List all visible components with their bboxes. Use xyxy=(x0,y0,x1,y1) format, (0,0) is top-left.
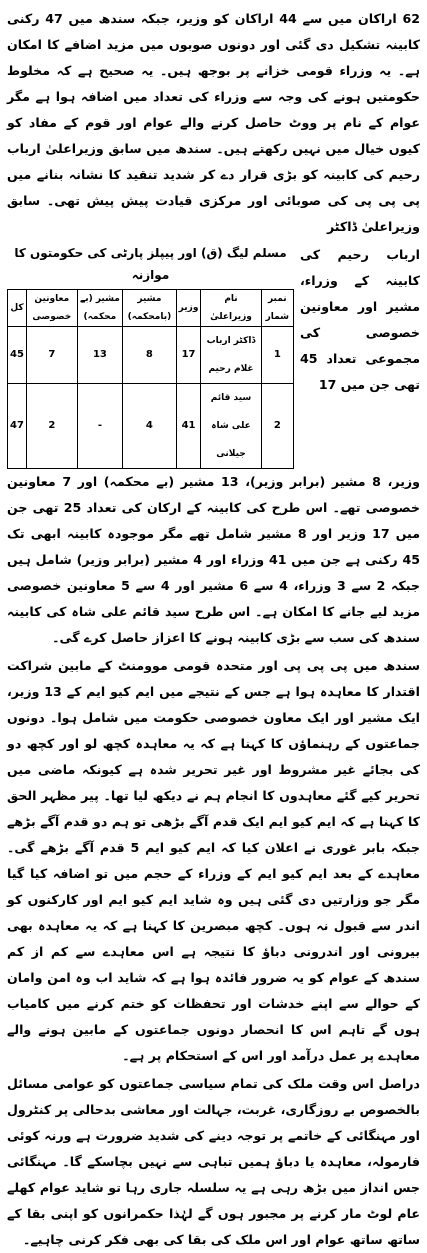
table-header-row xyxy=(8,290,294,327)
header-special-assistants: معاونین خصوصی xyxy=(26,290,77,327)
cell-advisers-with-portfolio: 8 xyxy=(123,327,177,384)
comparison-table xyxy=(7,289,294,469)
paragraph-power-sharing: سندھ میں پی پی پی اور متحدہ قومی موومنٹ کے مابین شراکت اقتدار کا معاہدہ ہوا ہے جس کے نتیجے میں ایم کیو ایم کے 13 وزیر، ایک مشیر اور ایک معاون خصوصی حکومت میں شامل ہوا۔ دونوں جماعتوں کے رہنماؤں کا کہنا ہے کہ یہ معاہدہ کچھ لو اور کچھ دو کی بجائے غیر مشروط اور غیر تحریر شدہ ہے کیونکہ ماضی میں تحریر کیے گئے معاہدوں کا انجام ہم نے دیکھ لیا تھا۔ پیر مظہر الحق کا کہنا ہے کہ ایم کیو ایم ایک قدم آگے بڑھی تو ہم دو قدم آگے بڑھے جبکہ بابر غوری نے اعلان کیا کہ ایم کیو ایم 5 قدم آگے بڑھے گی۔ معاہدے کے بعد ایم کیو ایم کے وزراء کے حجم میں تو اضافہ کیا گیا مگر جو وزارتیں دی گئی ہیں وہ شاید ایم کیو ایم اور کارکنوں کو اندر سے قبول نہ ہوں۔ کچھ مبصرین کا کہنا ہے کہ یہ معاہدہ بھی بیرونی اور اندرونی دباؤ کا نتیجہ ہے اس معاہدے سے کم از کم سندھ کے عوام کو یہ ضرور فائدہ ہوا ہے کہ شاید اب وہ امن وامان کے حوالے سے اپنے خدشات اور تحفظات کو ختم کرنے میں کامیاب ہوں گے تاہم اس کا انحصار دونوں جماعتوں کے مابین ہونے والے معاہدے پر عمل درآمد اور اس کے استحکام پر ہے۔ xyxy=(7,658,420,1063)
cell-total: 47 xyxy=(8,384,27,469)
cell-chief-minister: سید قائم علی شاہ جیلانی xyxy=(201,384,261,469)
cell-serial: 2 xyxy=(261,384,293,469)
cell-ministers: 41 xyxy=(176,384,201,469)
cell-ministers: 17 xyxy=(176,327,201,384)
cell-special-assistants: 2 xyxy=(26,384,77,469)
cell-total: 45 xyxy=(8,327,27,384)
cell-advisers-without-portfolio: 13 xyxy=(77,327,123,384)
paragraph-intro: 62 اراکان میں سے 44 اراکان کو وزیر، جبکہ سندھ میں 47 رکنی کابینہ تشکیل دی گئی اور دونوں صوبوں میں مزید اضافے کا امکان ہے۔ یہ وزراء قومی خزانے پر بوجھ ہیں۔ یہ صحیح ہے کہ مخلوط حکومتیں ہونے کی وجہ سے وزراء کی تعداد میں اضافہ ہوا ہے مگر عوام کے نام پر ووٹ حاصل کرنے والے عوام اور قوم کے مفاد کو کیوں خیال میں نہیں رکھتے ہیں۔ سندھ میں سابق وزیراعلیٰ ارباب رحیم کی کابینہ کو بڑی قرار دے کر شدید تنقید کا نشانہ بنانے میں پی پی پی کی صوبائی اور مرکزی قیادت پیش پیش تھی۔ سابق وزیراعلیٰ ڈاکٹر xyxy=(7,11,420,234)
paragraph-conclusion: دراصل اس وقت ملک کی تمام سیاسی جماعتوں کو عوامی مسائل بالخصوص بے روزگاری، غربت، جہالت اور معاشی بدحالی پر کنٹرول اور مہنگائی کے خاتمے پر توجہ دینے کی شدید ضرورت ہے ورنہ کوئی فارمولہ، معاہدہ یا دباؤ ہمیں تباہی سے نہیں بچاسکے گا۔ مہنگائی جس انداز میں بڑھ رہی ہے یہ سلسلہ جاری رہا تو شاید عوام کھلے عام لوٹ مار کرنے پر مجبور ہوں گے لہٰذا حکمرانوں کو اپنی بقا کے ساتھ ساتھ عوام اور اس ملک کی بقا کی بھی فکر کرنی چاہیے۔ xyxy=(7,1076,420,1247)
cell-chief-minister: ڈاکٹر ارباب غلام رحیم xyxy=(201,327,261,384)
header-serial: نمبر شمار xyxy=(261,290,293,327)
table-row xyxy=(8,384,294,469)
cell-advisers-with-portfolio: 4 xyxy=(123,384,177,469)
paragraph-cabinet-size: وزیر، 8 مشیر (برابر وزیر)، 13 مشیر (بے محکمہ) اور 7 معاونین خصوصی تھے۔ اس طرح کی کابینہ کے ارکان کی تعداد 25 تھی جن میں 17 وزیر اور 8 مشیر شامل تھے مگر موجودہ کابینہ ابھی تک 45 رکنی ہے جن میں 41 وزراء اور 4 مشیر (برابر وزیر) شامل ہیں جبکہ 2 سے 3 وزراء، 4 سے 6 مشیر اور 4 سے 5 معاونین خصوصی مزید لیے جانے کا امکان ہے۔ اس طرح سید قائم علی شاہ کی کابینہ سندھ کی سب سے بڑی کابینہ ہونے کا اعزاز حاصل کرے گی۔ xyxy=(7,474,421,645)
comparison-section xyxy=(7,242,420,469)
table-caption: مسلم لیگ (ق) اور پیپلز پارٹی کی حکومتوں کا موازنہ xyxy=(14,246,287,282)
header-total: کل xyxy=(8,290,27,327)
side-paragraph: ارباب رحیم کی کابینہ کے وزراء، مشیر اور معاونین خصوصی کی مجموعی تعداد 45 تھی جن میں 17 xyxy=(300,247,420,392)
header-ministers: وزیر xyxy=(176,290,201,327)
table-row xyxy=(8,327,294,384)
cell-serial: 1 xyxy=(261,327,293,384)
header-advisers-with-portfolio: مشیر (بامحکمہ) xyxy=(123,290,177,327)
cell-special-assistants: 7 xyxy=(26,327,77,384)
comparison-table-block xyxy=(7,242,300,469)
cell-advisers-without-portfolio: - xyxy=(77,384,123,469)
header-chief-minister: نام وزیراعلیٰ xyxy=(201,290,261,327)
header-advisers-without-portfolio: مشیر (بے محکمہ) xyxy=(77,290,123,327)
